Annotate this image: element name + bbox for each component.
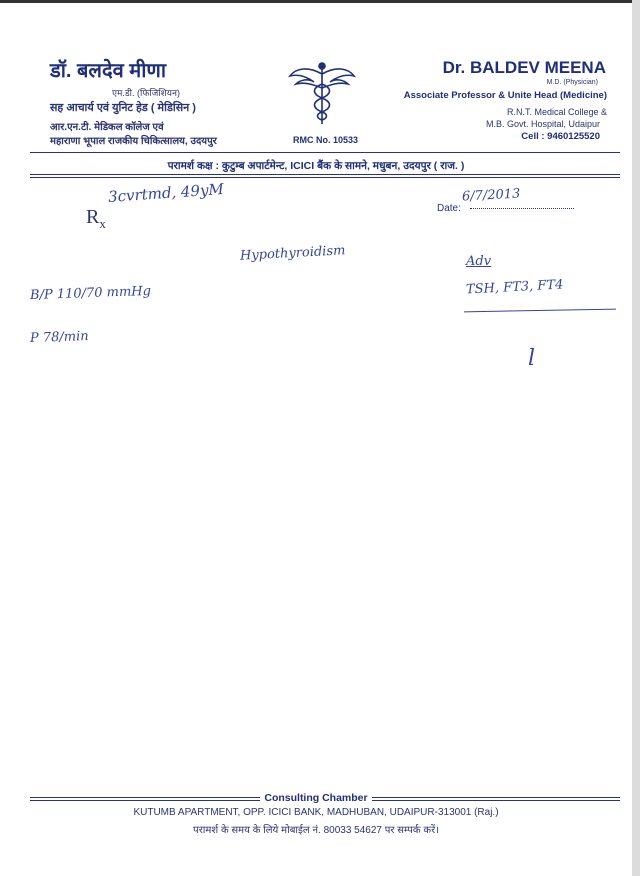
doctor-title-hindi: सह आचार्य एवं युनिट हेड ( मेडिसिन ) <box>50 102 196 114</box>
top-edge <box>0 0 632 3</box>
doctor-name-hindi: डॉ. बलदेव मीणा <box>50 60 167 82</box>
handwritten-underline <box>464 309 616 313</box>
rx-symbol: $R_x$ <box>86 206 106 231</box>
doctor-title: Associate Professor & Unite Head (Medicine) <box>403 90 607 101</box>
date-label: Date: <box>437 203 461 214</box>
doctor-name: Dr. BALDEV MEENA <box>442 58 606 77</box>
college-line2: M.B. Govt. Hospital, Udaipur <box>485 119 600 129</box>
band-bottom-rule-2 <box>30 177 620 178</box>
handwritten-initial: l <box>528 346 536 371</box>
consulting-chamber-heading: Consulting Chamber <box>0 792 632 804</box>
handwritten-pulse: P 78/min <box>29 328 89 347</box>
college-line2-hindi: महाराणा भूपाल राजकीय चिकित्सालय, उदयपुर <box>50 136 217 147</box>
band-top-rule <box>30 152 620 153</box>
handwritten-date: 6/7/2013 <box>461 186 521 205</box>
address-band: परामर्श कक्ष : कुटुम्ब अपार्टमेन्ट, ICICI बैंक के सामने, मधुबन, उदयपुर ( राज. ) <box>167 160 465 172</box>
footer-mobile-note: परामर्श के समय के लिये मोबाईल नं. 80033 54627 पर सम्पर्क करें। <box>193 825 439 836</box>
college-line1: R.N.T. Medical College & <box>506 107 607 117</box>
handwritten-bp: B/P 110/70 mmHg <box>29 283 152 304</box>
handwritten-diagnosis: Hypothyroidism <box>239 243 346 264</box>
college-line1-hindi: आर.एन.टी. मेडिकल कॉलेज एवं <box>50 122 164 133</box>
handwritten-patient: 3cvrtmd, 49yM <box>107 179 225 207</box>
footer-address: KUTUMB APARTMENT, OPP. ICICI BANK, MADHUBAN, UDAIPUR-313001 (Raj.) <box>133 807 499 818</box>
band-bottom-rule-1 <box>30 174 620 175</box>
doctor-degree: M.D. (Physician) <box>546 79 598 86</box>
caduceus-icon <box>288 60 356 126</box>
date-field-line <box>470 208 574 209</box>
page-edge-shadow <box>632 0 640 876</box>
handwritten-advice-tests: TSH, FT3, FT4 <box>465 277 564 298</box>
doctor-degree-hindi: एम.डी. (फिजिशियन) <box>112 88 180 98</box>
cell-number: Cell : 9460125520 <box>521 131 600 142</box>
handwritten-advice-heading: Adv <box>466 254 492 269</box>
rmc-number: RMC No. 10533 <box>293 135 359 145</box>
